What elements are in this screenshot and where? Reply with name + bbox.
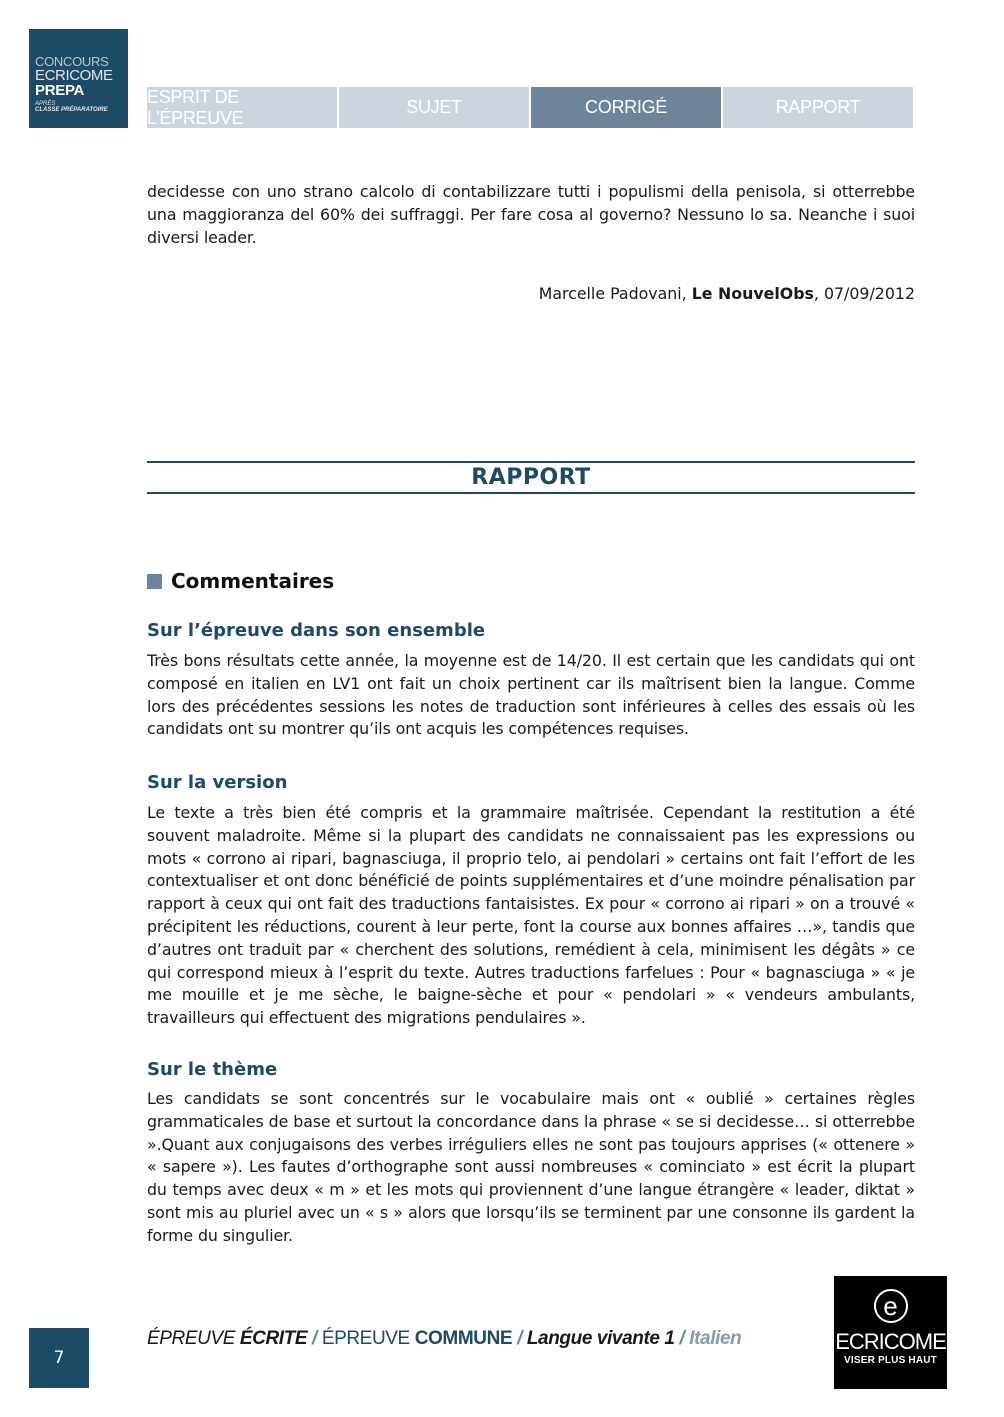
concours-ecricome-prepa-logo <box>29 29 128 128</box>
section-tabs <box>147 87 915 128</box>
subsection-text-ensemble: Très bons résultats cette année, la moyenne est de 14/20. Il est certain que les candidats qui ont composé en italien en LV1 ont fait un choix pertinent car ils maîtrisent bien la langue. Comme lors des précédentes sessions les notes de traduction sont inférieures à celles des essais où les candidats ont su montrer qu’ils ont acquis les compétences requises. <box>147 651 915 739</box>
citation <box>539 284 915 303</box>
rapport-bottom-rule <box>147 492 915 494</box>
footer-commune: COMMUNE <box>414 1328 513 1349</box>
rapport-heading: RAPPORT <box>471 465 591 490</box>
footer-sep-2: / <box>512 1328 527 1349</box>
logo-concours: CONCOURS <box>35 54 109 69</box>
logo-prepa: PREPA <box>35 82 85 99</box>
footer-sep-3: / <box>674 1328 690 1349</box>
footer-breadcrumb <box>147 1328 741 1350</box>
subsection-text-version: Le texte a très bien été compris et la grammaire maîtrisée. Cependant la restitution a été souvent maladroite. Même si la plupart des candidats ne connaissaient pas les expressions ou mots « corrono ai ripari, bagnasciuga, il proprio telo, ai pendolari » certains ont fait l’effort de les contextualiser et ont donc bénéficié de points supplémentaires et d’une moindre pénalisation par rapport à ceux qui ont fait des traductions fantaisistes. Ex pour « corrono ai ripari » on a trouvé « précipitent les réductions, courent à leur perte, font la course aux bonnes affaires …», tandis que d’autres ont traduit par « cherchent des solutions, remédient à cela, minimisent les dégâts » ce qui correspond mieux à l’esprit du texte. Autres traductions farfelues : Pour « bagnasciuga » « je me mouille et je me sèche, le baigne-sèche et pour « pendolari » « vendeurs ambulants, travailleurs qui effectuent des migrations pendulaires ». <box>147 803 915 1028</box>
commentaires-heading <box>147 569 334 593</box>
tab-corrige[interactable]: CORRIGÉ <box>531 87 721 128</box>
footer-sep-1: / <box>307 1328 322 1349</box>
intro-paragraph: decidesse con uno strano calcolo di contabilizzare tutti i populismi della penisola, si otterrebbe una maggioranza del 60% dei suffraggi. Per fare cosa al governo? Nessuno lo sa. Neanche i suoi diversi leader. <box>147 182 915 247</box>
citation-date: , 07/09/2012 <box>813 284 915 303</box>
footer-epreuve-1: ÉPREUVE <box>147 1328 240 1349</box>
tab-esprit-epreuve[interactable]: ESPRIT DE L’ÉPREUVE <box>147 87 337 128</box>
commentaires-title: Commentaires <box>171 569 335 593</box>
logo-ecricome: ECRICOME <box>35 67 113 84</box>
square-bullet-icon <box>147 574 162 589</box>
logo-apres: APRÈS <box>35 101 56 107</box>
logo-classe-preparatoire: CLASSE PRÉPARATOIRE <box>35 107 108 113</box>
citation-author: Marcelle Padovani, <box>538 284 692 303</box>
page-number: 7 <box>29 1328 89 1388</box>
footer-langue: Langue vivante 1 <box>526 1328 675 1349</box>
citation-source: Le NouvelObs <box>691 284 814 303</box>
tab-rapport[interactable]: RAPPORT <box>723 87 913 128</box>
ecricome-slogan: VISER PLUS HAUT <box>843 1355 937 1366</box>
ecricome-brand-logo <box>834 1276 947 1389</box>
subsection-title-theme: Sur le thème <box>147 1059 278 1080</box>
subsection-title-ensemble: Sur l’épreuve dans son ensemble <box>147 620 486 641</box>
ecricome-name: ECRICOME <box>835 1329 946 1354</box>
footer-ecrite: ÉCRITE <box>239 1328 308 1349</box>
footer-italien: Italien <box>689 1328 742 1349</box>
footer-epreuve-2: ÉPREUVE <box>321 1328 415 1349</box>
tab-sujet[interactable]: SUJET <box>339 87 529 128</box>
rapport-top-rule <box>147 461 915 463</box>
ecricome-e-icon: e <box>874 1289 908 1323</box>
subsection-title-version: Sur la version <box>147 772 288 793</box>
subsection-text-theme: Les candidats se sont concentrés sur le vocabulaire mais ont « oublié » certaines règles grammaticales de base et surtout la concordance dans la phrase « se si decidesse… si otterrebbe ».Quant aux conjugaisons des verbes irréguliers elles ne sont pas toujours apprises (« ottenere » « sapere »). Les fautes d’orthographe sont aussi nombreuses « cominciato » est écrit la plupart du temps avec deux « m » et les mots qui proviennent d’une langue étrangère « leader, diktat » sont mis au pluriel avec un « s » alors que lorsqu’ils se terminent par une consonne ils gardent la forme du singulier. <box>147 1089 915 1245</box>
